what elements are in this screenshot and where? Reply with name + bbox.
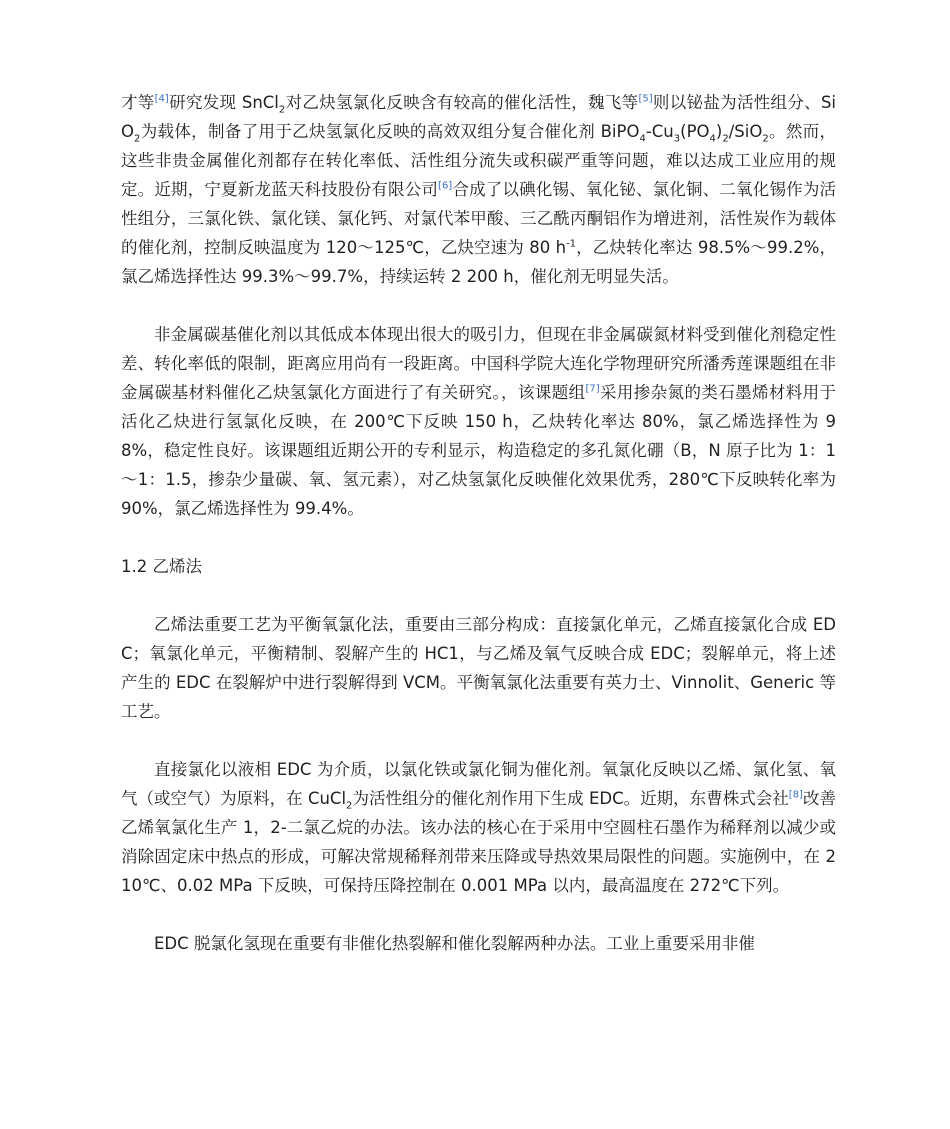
text-run: 才等 [121,93,155,112]
citation-ref[interactable]: [8] [788,789,803,801]
citation-ref[interactable]: [6] [438,180,453,192]
subscript: 3 [673,133,681,145]
citation-ref[interactable]: [7] [585,383,600,395]
paragraph-direct-chlorination [121,755,836,900]
text-run: 。然而，这些非贵金属催化剂都存在转化率低、活性组分流失或积碳严重等问题，难以达成工业应用的规定。近期，宁夏新龙蓝天科技股份有限公司 [121,122,836,199]
subscript: 4 [639,133,646,145]
citation-ref[interactable]: [4] [154,93,169,105]
subscript: 2 [722,133,729,145]
text-run: 改善乙烯氧氯化生产 1，2-二氯乙烷的办法。该办法的核心在于采用中空圆柱石墨作为稀释剂以减少或消除固定床中热点的形成，可解决常规稀释剂带来压降或导热效果局限性的问题。实施例中，在 210℃、0.02 MPa 下反映，可保持压降控制在 0.001 MPa 以内，最高温度在 272℃下列。 [121,789,836,895]
citation-ref[interactable]: [5] [638,93,653,105]
document-page [121,88,836,958]
text-run: 为活性组分的催化剂作用下生成 EDC。近期，东曹株式会社 [352,789,789,808]
subscript: 2 [278,104,286,116]
paragraph-catalysts [121,88,836,291]
subscript: 2 [762,133,769,145]
paragraph-spacer [121,726,836,755]
paragraph-spacer [121,900,836,929]
section-heading: 1.2 乙烯法 [121,557,202,576]
text-run: ) [715,122,723,141]
text-run: ，乙炔转化率达 98.5%～99.2%，氯乙烯选择性达 99.3%～99.7%，持续运转 2 200 h，催化剂无明显失活。 [121,238,836,286]
text-run: 则以铋盐为活性组分、SiO [121,93,837,141]
paragraph-spacer [121,523,836,552]
paragraph-nonmetal-carbon [121,320,836,523]
subscript: 2 [134,133,141,145]
text-run: /SiO [728,122,763,141]
subscript: 2 [346,800,353,812]
text-run: 乙烯法重要工艺为平衡氧氯化法，重要由三部分构成：直接氯化单元，乙烯直接氯化合成 EDC；氧氯化单元，平衡精制、裂解产生的 HC1，与乙烯及氧气反映合成 EDC；裂解单元，将上述产生的 EDC 在裂解炉中进行裂解得到 VCM。平衡氧氯化法重要有英力士、Vinnolit、Generic 等工艺。 [121,615,836,721]
paragraph-edc-dehydrochlorination [121,929,836,958]
text-run: -Cu [645,122,674,141]
superscript: -1 [566,238,577,250]
text-run: 研究发现 SnCl [168,93,279,112]
text-run: 直接氯化以液相 EDC 为介质，以氯化铁或氯化铜为催化剂。氧氯化反映以乙烯、氯化氢、氧气（或空气）为原料，在 CuCl [121,760,836,808]
paragraph-spacer [121,581,836,610]
text-run: EDC 脱氯化氢现在重要有非催化热裂解和催化裂解两种办法。工业上重要采用非催 [154,934,755,953]
text-run: 为载体，制备了用于乙炔氢氯化反映的高效双组分复合催化剂 BiPO [140,122,640,141]
text-run: 合成了以碘化锡、氧化铋、氯化铜、二氧化锡作为活性组分，三氯化铁、氯化镁、氯化钙、对氯代苯甲酸、三乙酰丙酮铝作为增进剂，活性炭作为载体的催化剂，控制反映温度为 120～125℃，乙炔空速为 80 h [121,180,837,257]
text-run: 非金属碳基催化剂以其低成本体现出很大的吸引力，但现在非金属碳氮材料受到催化剂稳定性差、转化率低的限制，距离应用尚有一段距离。中国科学院大连化学物理研究所潘秀莲课题组在非金属碳基材料催化乙炔氢氯化方面进行了有关研究。，该课题组 [121,325,836,402]
text-run: (PO [680,122,710,141]
text-run: 对乙炔氢氯化反映含有较高的催化活性，魏飞等 [285,93,639,112]
paragraph-spacer [121,291,836,320]
paragraph-ethylene-method [121,610,836,726]
text-run: 采用掺杂氮的类石墨烯材料用于活化乙炔进行氢氯化反映，在 200℃下反映 150 h，乙炔转化率达 80%，氯乙烯选择性为 98%，稳定性良好。该课题组近期公开的专利显示，构造稳定的多孔氮化硼（B，N 原子比为 1：1～1：1.5，掺杂少量碳、氧、氢元素），对乙炔氢氯化反映催化效果优秀，280℃下反映转化率为 90%，氯乙烯选择性为 99.4%。 [121,383,836,518]
subscript: 4 [709,133,716,145]
